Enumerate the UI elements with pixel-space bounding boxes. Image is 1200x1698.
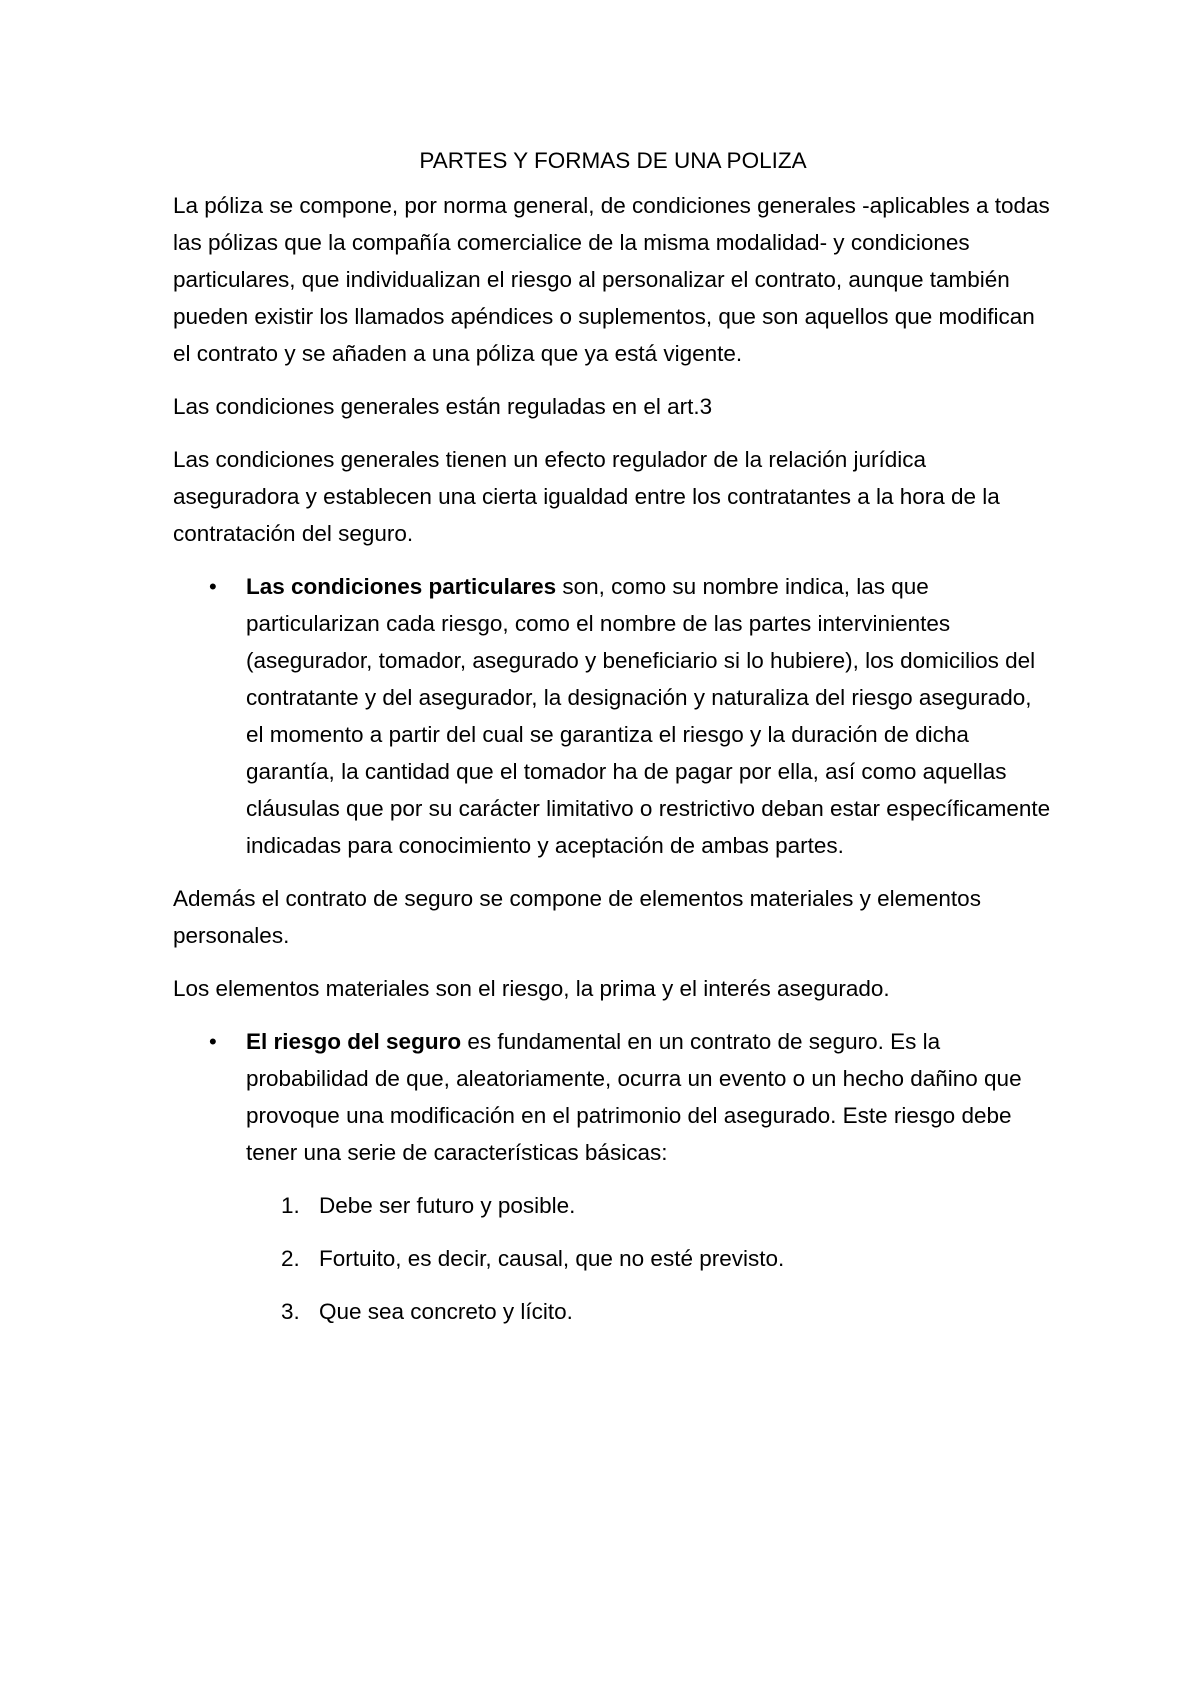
bullet-icon: • bbox=[209, 1029, 217, 1054]
numbered-list-caracteristicas bbox=[173, 1187, 1053, 1330]
list-number: 2. bbox=[281, 1246, 300, 1271]
list-item-text: Debe ser futuro y posible. bbox=[319, 1193, 576, 1218]
bullet-bold-label: Las condiciones particulares bbox=[246, 574, 557, 599]
list-number: 3. bbox=[281, 1299, 300, 1324]
paragraph-condiciones-generales-art: Las condiciones generales están reguladas en el art.3 bbox=[173, 394, 713, 419]
list-item-text: Que sea concreto y lícito. bbox=[319, 1299, 573, 1324]
list-number: 1. bbox=[281, 1193, 300, 1218]
bullet-icon: • bbox=[209, 574, 217, 599]
paragraph-elementos-materiales: Los elementos materiales son el riesgo, la prima y el interés asegurado. bbox=[173, 976, 890, 1001]
bullet-item-condiciones-particulares bbox=[173, 568, 1053, 864]
bullet-text: es fundamental en un contrato de seguro. Es la probabilidad de que, aleatoriamente, ocurra un evento o un hecho dañino que provoque una modificación en el patrimonio del asegurado. Este riesgo debe tener una serie de características básicas: bbox=[246, 1029, 1022, 1165]
bullet-bold-label: El riesgo del seguro bbox=[246, 1029, 462, 1054]
list-item-text: Fortuito, es decir, causal, que no esté previsto. bbox=[319, 1246, 785, 1271]
paragraph-condiciones-generales-efecto: Las condiciones generales tienen un efecto regulador de la relación jurídica aseguradora y establecen una cierta igualdad entre los contratantes a la hora de la contratación del seguro. bbox=[173, 447, 1000, 546]
paragraph-elementos: Además el contrato de seguro se compone de elementos materiales y elementos personales. bbox=[173, 886, 981, 948]
bullet-list-condiciones-particulares bbox=[173, 568, 1053, 864]
list-item bbox=[173, 1240, 1053, 1277]
document-title: PARTES Y FORMAS DE UNA POLIZA bbox=[419, 148, 807, 173]
list-item bbox=[173, 1293, 1053, 1330]
list-item bbox=[173, 1187, 1053, 1224]
document-body bbox=[173, 142, 1053, 1346]
bullet-list-riesgo bbox=[173, 1023, 1053, 1171]
paragraph-intro: La póliza se compone, por norma general, de condiciones generales -aplicables a todas las pólizas que la compañía comercialice de la misma modalidad- y condiciones particulares, que individualizan el riesgo al personalizar el contrato, aunque también pueden existir los llamados apéndices o suplementos, que son aquellos que modifican el contrato y se añaden a una póliza que ya está vigente. bbox=[173, 193, 1050, 366]
bullet-text: son, como su nombre indica, las que particularizan cada riesgo, como el nombre de las partes intervinientes (asegurador, tomador, asegurado y beneficiario si lo hubiere), los domicilios del contratante y del asegurador, la designación y naturaliza del riesgo asegurado, el momento a partir del cual se garantiza el riesgo y la duración de dicha garantía, la cantidad que el tomador ha de pagar por ella, así como aquellas cláusulas que por su carácter limitativo o restrictivo deban estar específicamente indicadas para conocimiento y aceptación de ambas partes. bbox=[246, 574, 1051, 858]
bullet-item-riesgo bbox=[173, 1023, 1053, 1171]
